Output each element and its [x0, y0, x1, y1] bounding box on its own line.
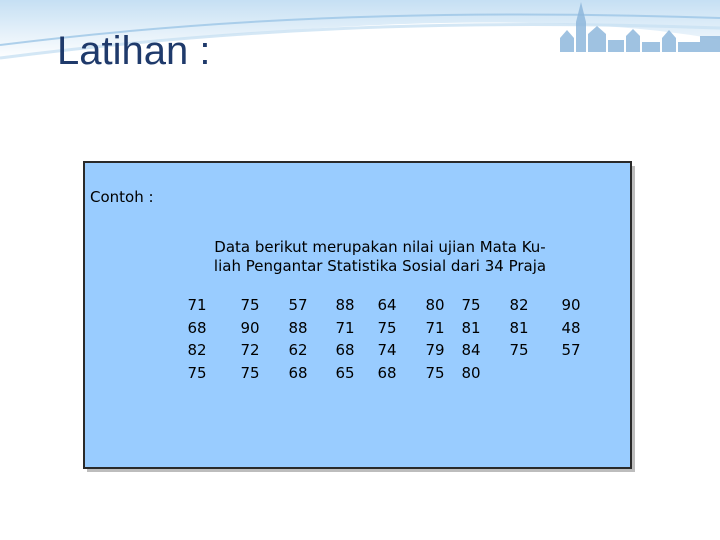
data-column-7 [456, 294, 486, 384]
data-value: 57 [561, 341, 581, 359]
data-value: 79 [425, 341, 445, 359]
data-column-3 [283, 294, 313, 384]
data-value: 88 [288, 318, 308, 337]
data-value: 88 [335, 296, 355, 314]
data-value: 81 [461, 318, 481, 337]
data-value: 65 [335, 363, 355, 382]
data-value: 71 [187, 296, 207, 314]
data-value: 62 [288, 341, 308, 359]
data-column-4 [330, 294, 360, 384]
data-column-1 [182, 294, 212, 384]
data-value: 68 [187, 318, 207, 337]
data-value: 80 [461, 363, 481, 382]
data-value: 75 [240, 363, 260, 382]
data-value: 71 [425, 318, 445, 337]
data-value: 72 [240, 341, 260, 359]
data-value: 82 [509, 296, 529, 314]
data-value: 68 [288, 363, 308, 382]
data-column-6 [420, 294, 450, 384]
data-value: 74 [377, 341, 397, 359]
data-value: 64 [377, 296, 397, 314]
data-value: 75 [425, 363, 445, 382]
data-value: 75 [187, 363, 207, 382]
data-column-2 [235, 294, 265, 384]
data-value: 84 [461, 341, 481, 359]
example-label: Contoh : [90, 188, 154, 206]
data-column-9 [556, 294, 586, 362]
data-value: 71 [335, 318, 355, 337]
slide-title: Latihan : [57, 29, 211, 73]
data-value: 81 [509, 318, 529, 337]
data-value: 90 [561, 296, 581, 314]
data-value: 80 [425, 296, 445, 314]
data-value: 82 [187, 341, 207, 359]
data-value: 68 [335, 341, 355, 359]
data-value: 75 [509, 341, 529, 359]
description-line-2: liah Pengantar Statistika Sosial dari 34 Praja [213, 257, 547, 275]
data-value: 57 [288, 296, 308, 314]
data-column-8 [504, 294, 534, 362]
data-column-5 [372, 294, 402, 384]
data-value: 68 [377, 363, 397, 382]
description [170, 238, 590, 276]
data-value: 75 [377, 318, 397, 337]
description-line-1: Data berikut merupakan nilai ujian Mata Ku- [214, 238, 546, 256]
data-value: 75 [461, 296, 481, 314]
data-value: 75 [240, 296, 260, 314]
data-value: 48 [561, 318, 581, 337]
data-value: 90 [240, 318, 260, 337]
